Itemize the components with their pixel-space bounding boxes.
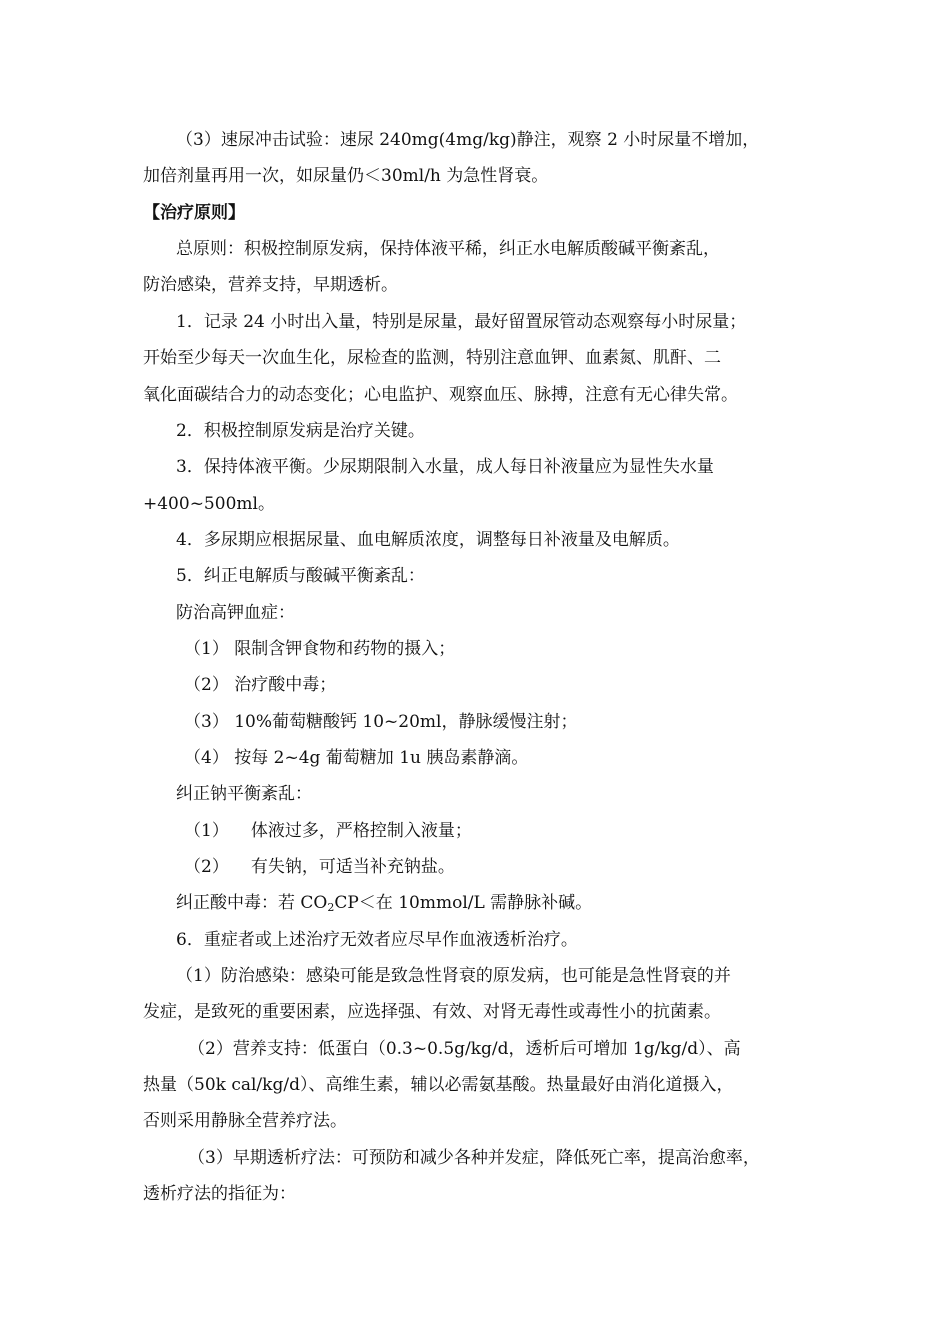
hyperkalemia-item-2 [184, 675, 336, 695]
hyperkalemia-item-4-text: 按每 2~4g 葡萄糖加 1u 胰岛素静滴。 [234, 748, 529, 768]
hyperkalemia-item-1-text: 限制含钾食物和药物的摄入； [234, 639, 456, 659]
item-3-line-2: +400~500ml。 [143, 494, 275, 514]
item-5: 5．纠正电解质与酸碱平衡紊乱： [176, 566, 425, 586]
sub-item-1-line-2: 发症，是致死的重要困素，应选择强、有效、对肾无毒性或毒性小的抗菌素。 [143, 1002, 721, 1022]
sub-item-2-line-2: 热量（50k cal/kg/d）、高维生素，辅以必需氨基酸。热量最好由消化道摄入， [143, 1075, 734, 1095]
hyperkalemia-item-3-text: 10%葡萄糖酸钙 10~20ml，静脉缓慢注射； [234, 712, 578, 732]
sodium-item-1-text: 体液过多，严格控制入液量； [250, 821, 472, 841]
hyperkalemia-item-2-num: （2） [184, 675, 229, 695]
sodium-item-1-num: （1） [184, 821, 229, 841]
item-1-line-3: 氧化面碳结合力的动态变化；心电监护、观察血压、脉搏，注意有无心律失常。 [143, 385, 738, 405]
sodium-item-2 [184, 857, 455, 877]
sodium-item-2-num: （2） [184, 857, 229, 877]
diuretic-test-line-2: 加倍剂量再用一次，如尿量仍＜30ml/h 为急性肾衰。 [143, 166, 549, 186]
sodium-item-2-text: 有失钠，可适当补充钠盐。 [250, 857, 455, 877]
item-4: 4．多尿期应根据尿量、血电解质浓度，调整每日补液量及电解质。 [176, 530, 680, 550]
item-3-line-1: 3．保持体液平衡。少尿期限制入水量，成人每日补液量应为显性失水量 [176, 457, 714, 477]
acidosis-subscript: 2 [327, 901, 335, 914]
hyperkalemia-item-4-num: （4） [184, 748, 229, 768]
general-principle-line-1: 总原则：积极控制原发病，保持体液平稀，纠正水电解质酸碱平衡紊乱， [176, 239, 720, 259]
hyperkalemia-item-4 [184, 748, 528, 768]
sodium-title: 纠正钠平衡紊乱： [176, 784, 312, 804]
item-1-line-1: 1．记录 24 小时出入量，特别是尿量，最好留置尿管动态观察每小时尿量； [176, 312, 747, 332]
item-1-line-2: 开始至少每天一次血生化，尿检查的监测，特别注意血钾、血素氮、肌酐、二 [143, 348, 721, 368]
acidosis-text-pre: 纠正酸中毒：若 CO [176, 893, 328, 913]
sub-item-3-line-2: 透析疗法的指征为： [143, 1184, 296, 1204]
item-6: 6．重症者或上述治疗无效者应尽早作血液透析治疗。 [176, 930, 578, 950]
section-heading: 【治疗原则】 [143, 203, 245, 223]
diuretic-test-line-1: （3）速尿冲击试验：速尿 240mg(4mg/kg)静注，观察 2 小时尿量不增加， [176, 130, 760, 150]
sodium-item-1 [184, 821, 472, 841]
acidosis-line [176, 893, 592, 913]
item-2: 2．积极控制原发病是治疗关键。 [176, 421, 425, 441]
hyperkalemia-item-3 [184, 712, 578, 732]
sub-item-2-line-3: 否则采用静脉全营养疗法。 [143, 1111, 347, 1131]
sub-item-3-line-1: （3）早期透析疗法：可预防和减少各种并发症，降低死亡率，提高治愈率， [188, 1148, 760, 1168]
sub-item-2-line-1: （2）营养支持：低蛋白（0.3~0.5g/kg/d，透析后可增加 1g/kg/d）、高 [188, 1039, 741, 1059]
hyperkalemia-item-1-num: （1） [184, 639, 229, 659]
hyperkalemia-title: 防治高钾血症： [176, 603, 295, 623]
hyperkalemia-item-3-num: （3） [184, 712, 229, 732]
hyperkalemia-item-2-text: 治疗酸中毒； [234, 675, 337, 695]
general-principle-line-2: 防治感染，营养支持，早期透析。 [143, 275, 398, 295]
sub-item-1-line-1: （1）防治感染：感染可能是致急性肾衰的原发病，也可能是急性肾衰的并 [176, 966, 731, 986]
hyperkalemia-item-1 [184, 639, 455, 659]
acidosis-text-post: CP＜在 10mmol/L 需静脉补碱。 [334, 893, 593, 913]
